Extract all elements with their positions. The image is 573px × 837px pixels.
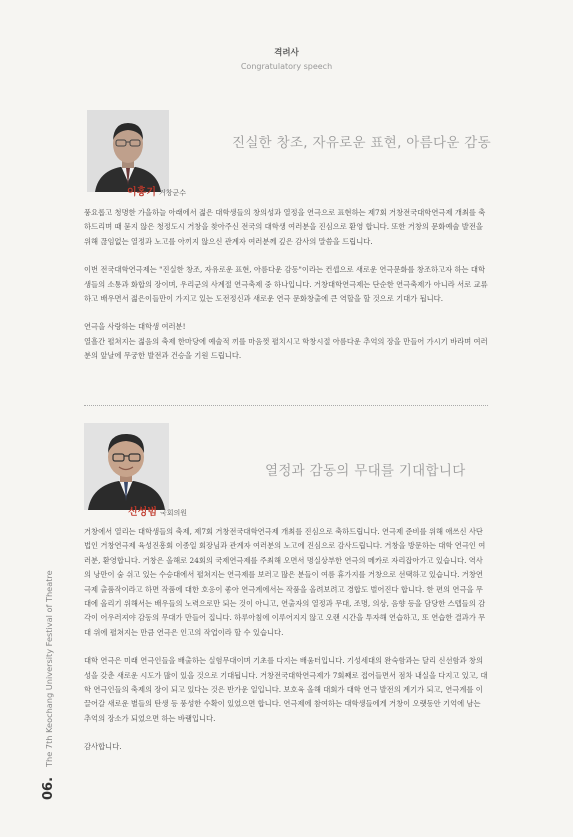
festival-title: The 7th Keochang University Festival of Theatre <box>44 570 54 767</box>
speech-1-body <box>84 206 488 364</box>
speaker-1-role: 거창군수 <box>158 189 187 197</box>
section-divider <box>84 405 488 406</box>
speech-2-headline: 열정과 감동의 무대를 기대합니다 <box>265 463 466 479</box>
speaker-1-name: 이홍기 <box>127 187 156 198</box>
portrait-2-image <box>84 423 169 510</box>
speech-2-paragraph-3: 감사합니다. <box>84 742 122 752</box>
speaker-1-name-line <box>127 180 186 199</box>
side-label <box>37 570 56 800</box>
speech-1-paragraph-3: 연극을 사랑하는 대학생 여러분! 열흘간 펼쳐지는 젊음의 축제 한마당에 예술적 끼를 마음껏 펼치시고 학창시절 아름다운 추억의 장을 만들어 가시기 바라며 여러분의 앞날에 무궁한 발전과 건승을 기원 드립니다. <box>84 322 488 361</box>
speaker-2-name: 신성범 <box>128 507 157 518</box>
page-header <box>0 46 573 71</box>
speaker-2-role: 국회의원 <box>159 509 188 517</box>
speech-1-paragraph-2: 이번 전국대학연극제는 "진실한 창조, 자유로운 표현, 아름다운 감동"이라는 컨셉으로 새로운 연극문화를 창조하고자 하는 대학생들의 소통과 화합의 장이며, 우리군의 사계절 연극축제 중 하나입니다. 거창대학연극제는 단순한 연극축제가 아니라 서로 교류하고 배우면서 젊은이들만이 가지고 있는 도전정신과 새로운 연극 문화창출에 큰 역할을 할 것으로 기대가 됩니다. <box>84 265 488 304</box>
speaker-2-photo <box>84 423 169 510</box>
speech-1-headline: 진실한 창조, 자유로운 표현, 아름다운 감동 <box>232 135 491 151</box>
page-number: 06. <box>41 776 56 800</box>
header-title-ko: 격려사 <box>274 48 299 58</box>
speech-2-paragraph-2: 대학 연극은 미래 연극인들을 배출하는 실험무대이며 기초를 다지는 배움터입니다. 기성세대의 완숙함과는 달리 신선함과 창의성을 갖춘 새로운 시도가 많이 있을 것으로 기대됩니다. 거창전국대학연극제가 7회째로 접어들면서 점차 내실을 다지고 있고, 대학 연극인들의 축제의 장이 되고 있다는 것은 반가운 일입니다. 보호육 올해 대회가 대학 연극 발전의 계기가 되고, 연극계를 이끌어갈 새로운 별들의 탄생 등 풍성한 수확이 있었으면 합니다. 연극제에 참여하는 대학생들에게 거창이 오랫동안 기억에 남는 추억의 장소가 되었으면 하는 바램입니다. <box>84 656 488 723</box>
speech-2-paragraph-1: 거창에서 열리는 대학생들의 축제, 제7회 거창전국대학연극제 개최를 진심으로 축하드립니다. 연극제 준비를 위해 애쓰신 사단법인 거창연극제 육성진흥회 이종일 회장님과 관계자 여러분의 노고에 진심으로 감사드립니다. 거창을 방문하는 대학 연극인 여러분, 환영합니다. 거창은 올해로 24회의 국제연극제를 주최해 오면서 명실상부한 연극의 메카로 자리잡아가고 있습니다. 역사의 낭만이 숨 쉬고 있는 수승대에서 펼쳐지는 연극제를 보러고 많은 분들이 여름 휴가지를 거창으로 선택하고 있습니다. 거창연극제 출품작이라고 하면 작품에 대한 호응이 좋아 연극계에서는 작품을 올려보려고 경합도 벌어진다 합니다. 한 편의 연극을 무대에 올리기 위해서는 배우들의 노력으로만 되는 것이 아니고, 연출자의 열정과 무대, 조명, 의상, 음향 등을 담당한 스텝들의 감각이 어우러져야 감동의 무대가 만들어 집니다. 하루아침에 이루어지지 않고 오랜 시간을 투자해 연습하고, 또 연습한 결과가 무대 위에 펼쳐지는 만큼 연극은 인고의 작업이라 할 수 있습니다. <box>84 527 486 637</box>
header-title-en: Congratulatory speech <box>240 62 333 71</box>
speech-1-paragraph-1: 풍요롭고 청명한 가을하늘 아래에서 젊은 대학생들의 창의성과 열정을 연극으로 표현하는 제7회 거창전국대학연극제 개최를 축하드리며 때 묻지 않은 청정도시 거창을 찾아주신 전국의 대학생 여러분을 진심으로 환영 합니다. 또한 거창의 문화예술 발전을 위해 끊임없는 열정과 노고를 아끼지 않으신 관계자 여러분께 깊은 감사의 말씀을 드립니다. <box>84 208 486 246</box>
speaker-2-name-line <box>128 500 187 519</box>
speech-2-body <box>84 525 488 755</box>
